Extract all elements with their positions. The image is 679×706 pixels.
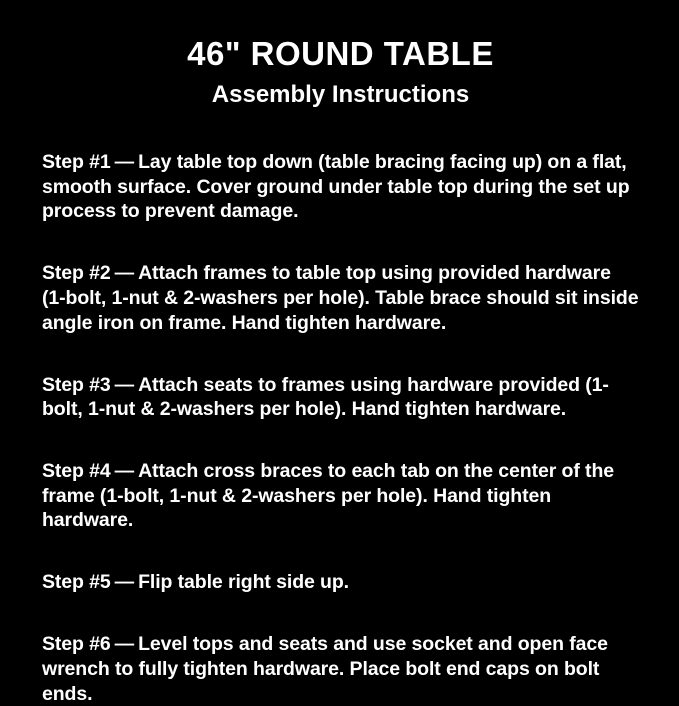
step-label: Step #2 [42, 262, 111, 285]
step-label: Step #3 [42, 373, 111, 396]
list-item [42, 373, 639, 422]
step-text: Flip table right side up. [138, 571, 350, 594]
page-title: 46" ROUND TABLE [187, 35, 494, 72]
list-item [42, 570, 639, 595]
step-label: Step #6 [42, 633, 111, 656]
step-dash: — [114, 571, 135, 594]
step-text: Attach frames to table top using provided hardware (1-bolt, 1-nut & 2-washers per hole). Table brace should sit inside angle iron on frame. Hand tighten hardware. [42, 262, 639, 334]
step-label: Step #5 [42, 571, 111, 594]
step-text: Attach cross braces to each tab on the center of the frame (1-bolt, 1-nut & 2-washers per hole). Hand tighten hardware. [42, 460, 614, 532]
step-text: Lay table top down (table bracing facing up) on a flat, smooth surface. Cover ground under table top during the set up process to prevent damage. [42, 151, 630, 223]
step-dash: — [114, 151, 135, 174]
step-dash: — [114, 633, 135, 656]
step-label: Step #1 [42, 151, 111, 174]
list-item [42, 632, 639, 706]
step-dash: — [114, 262, 135, 285]
step-text: Attach seats to frames using hardware provided (1-bolt, 1-nut & 2-washers per hole). Hand tighten hardware. [42, 373, 609, 421]
page-subtitle: Assembly Instructions [211, 81, 470, 109]
step-dash: — [114, 460, 135, 483]
step-text: Level tops and seats and use socket and open face wrench to fully tighten hardware. Place bolt end caps on bolt ends. [42, 633, 608, 705]
list-item [42, 459, 639, 533]
list-item [42, 150, 639, 224]
step-label: Step #4 [42, 460, 111, 483]
step-dash: — [114, 373, 135, 396]
list-item [42, 261, 639, 335]
steps-list [42, 131, 639, 706]
